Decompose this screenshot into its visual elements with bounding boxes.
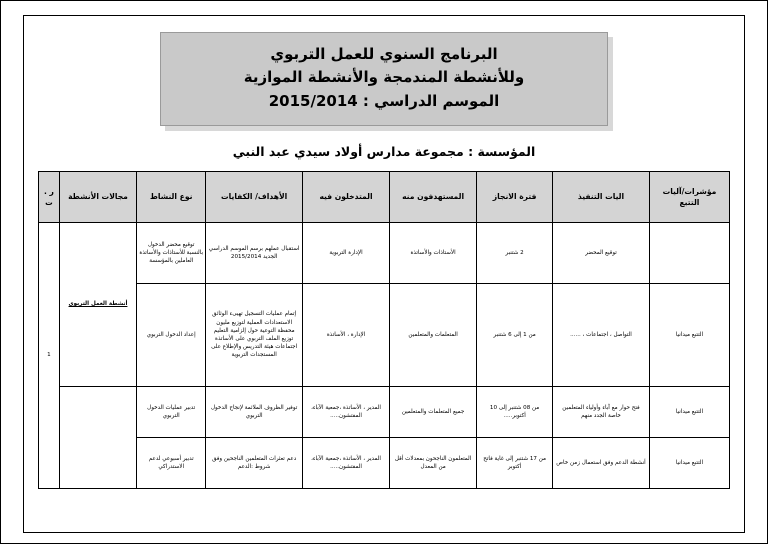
cell-activity-type: تدبير أسبوعي لدعم الاستدراكي <box>137 437 206 488</box>
cell-period: 2 شتنبر <box>477 222 553 283</box>
title-line-3: الموسم الدراسي : 2015/2014 <box>268 91 500 110</box>
header-index: ر . ت <box>39 171 60 222</box>
cell-indicators: التتبع ميدانيا <box>649 386 729 437</box>
cell-intervenors: الإدارة التربوية <box>303 222 390 283</box>
cell-period: من 08 شتنبر إلى 10 أكتوبر..... <box>477 386 553 437</box>
cell-intervenors: المدير ، الأساتذة ،جمعية الآباء، المفتشون..... <box>303 437 390 488</box>
cell-activity-type: توقيع محضر الدخول بالنسبة للأستاذات والأساتذة العاملين بالمؤسسة <box>137 222 206 283</box>
cell-index: 1 <box>39 222 60 488</box>
cell-mechanisms: أنشطة الدعم وفق استعمال زمن خاص <box>553 437 650 488</box>
header-objectives: الأهداف/ الكفايات <box>206 171 303 222</box>
cell-indicators: التتبع ميدانيا <box>649 283 729 386</box>
header-period: فترة الانجاز <box>477 171 553 222</box>
header-indicators: مؤشرات/آليات التتبع <box>649 171 729 222</box>
annual-program-table <box>38 171 730 489</box>
header-domains: مجالات الأنشطة <box>59 171 136 222</box>
header-intervenors: المتدخلون فيه <box>303 171 390 222</box>
cell-intervenors: الإدارة ، الأساتذة <box>303 283 390 386</box>
cell-period: من 1 إلى 6 شتنبر <box>477 283 553 386</box>
cell-domain: أنشطة العمل التربوي <box>59 222 136 386</box>
title-line-2: وللأنشطة المندمجة والأنشطة الموازية <box>243 68 525 87</box>
cell-objectives: استقبال عملهم برسم الموسم الدراسي الجديد 2015/2014 <box>206 222 303 283</box>
title-block <box>38 32 730 126</box>
cell-indicators <box>649 222 729 283</box>
cell-objectives: توفير الظروف الملائمة لإنجاح الدخول التربوي <box>206 386 303 437</box>
cell-beneficiaries: جميع المتعلمات والمتعلمين <box>390 386 477 437</box>
cell-activity-type: تدبير عمليات الدخول التربوي <box>137 386 206 437</box>
cell-domain <box>59 386 136 488</box>
cell-indicators: التتبع ميدانيا <box>649 437 729 488</box>
header-mechanisms: اليات التنفيذ <box>553 171 650 222</box>
cell-period: من 17 شتنبر إلى غاية فاتح أكتوبر <box>477 437 553 488</box>
table-row <box>39 437 730 488</box>
header-activity-type: نوع النشاط <box>137 171 206 222</box>
cell-intervenors: المدير ، الأساتذة ،جمعية الآباء، المفتشون..... <box>303 386 390 437</box>
header-beneficiaries: المستهدفون منه <box>390 171 477 222</box>
table-row <box>39 222 730 283</box>
cell-mechanisms: توقيع المحضر <box>553 222 650 283</box>
cell-mechanisms: التواصل ، اجتماعات ، ...... <box>553 283 650 386</box>
table-row <box>39 386 730 437</box>
table-header-row <box>39 171 730 222</box>
cell-beneficiaries: الأستاذات والأساتذة <box>390 222 477 283</box>
cell-objectives: دعم تعثرات المتعلمين الناجحين وفق شروط :الدعم <box>206 437 303 488</box>
institution-line: المؤسسة : مجموعة مدارس أولاد سيدي عبد النبي <box>232 143 536 159</box>
title-box <box>160 32 608 126</box>
title-line-1: البرنامج السنوي للعمل التربوي <box>270 45 498 63</box>
cell-objectives: إتمام عمليات التسجيل تهيىء الوثائق الاستعدادات العملية لتوزيع مليون محفظة التوعية حول إلزامية التعليم توزيع الملف التربوي على الأساتذة اجتماعات هيئة التدريس والإطلاع على المستجدات التربوية <box>206 283 303 386</box>
table-row <box>39 283 730 386</box>
page-frame <box>23 15 745 533</box>
cell-mechanisms: فتح حوار مع آباء وأولياء المتعلمين خاصة الجدد منهم <box>553 386 650 437</box>
cell-beneficiaries: المتعلمات والمتعلمين <box>390 283 477 386</box>
cell-beneficiaries: المتعلمون الناجحون بمعدلات أقل من المعدل <box>390 437 477 488</box>
cell-activity-type: إعداد الدخول التربوي <box>137 283 206 386</box>
